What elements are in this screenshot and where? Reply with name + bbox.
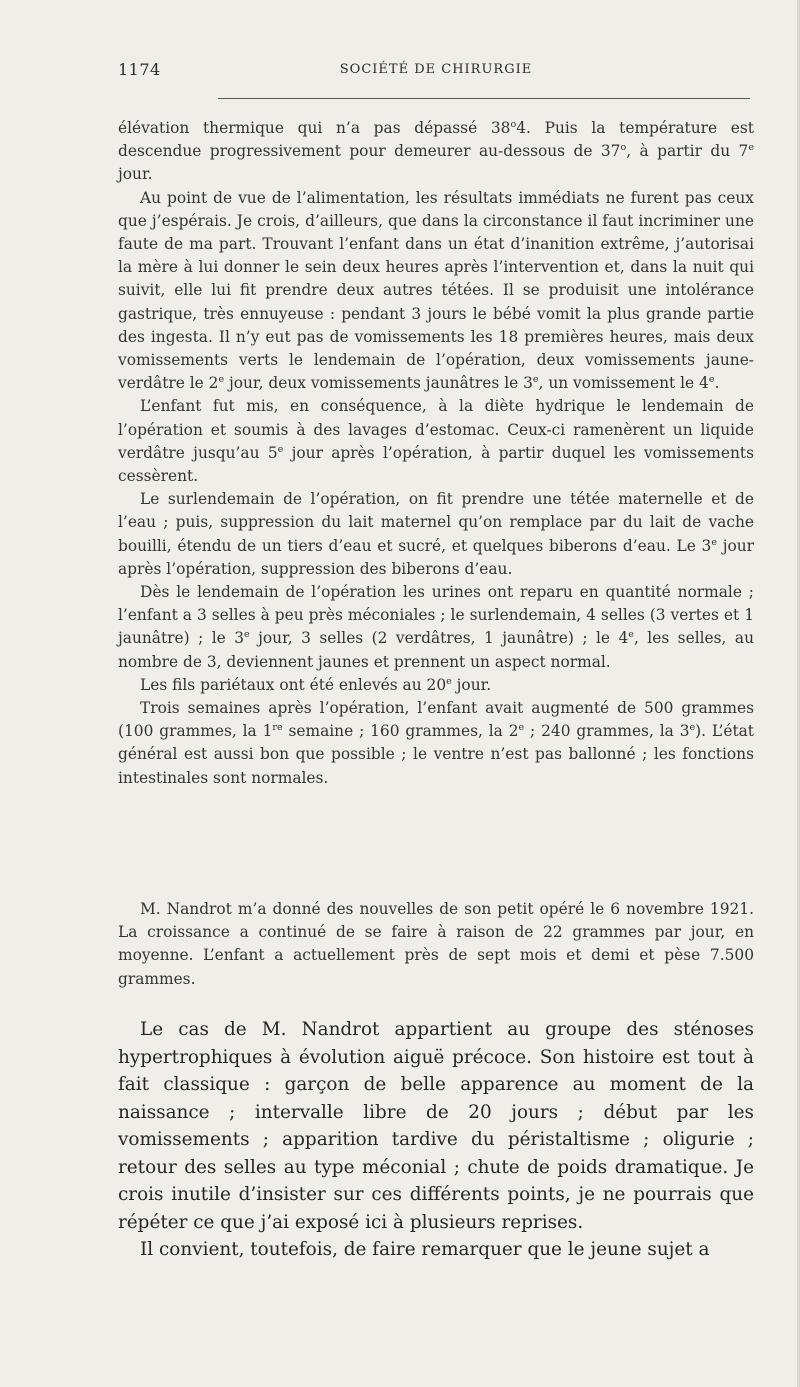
text-run: 4. Puis la température est descendue progressivement pour demeurer au-dessous de 37	[118, 119, 754, 161]
text-run: ). L’état général est aussi bon que possible ; le ventre n’est pas ballonné ; les fonctions intestinales sont normales.	[118, 722, 754, 787]
paragraph: Il convient, toutefois, de faire remarquer que le jeune sujet a	[140, 1239, 710, 1260]
superscript: re	[272, 722, 283, 734]
paragraph	[118, 488, 754, 581]
paragraph	[118, 581, 754, 674]
page-number: 1174	[118, 60, 161, 79]
superscript: e	[708, 374, 715, 386]
superscript: e	[689, 722, 696, 734]
text-run: jour.	[118, 165, 153, 184]
text-run: semaine ; 160 grammes, la 2	[282, 722, 519, 741]
superscript: e	[748, 142, 754, 154]
superscript: o	[510, 118, 517, 130]
text-run: L’enfant fut mis, en conséquence, à la diète hydrique le lendemain de l’opération et soumis à des lavages d’estomac. Ceux-ci ramenèrent un liquide verdâtre jusqu’au 5	[118, 397, 754, 462]
follow-up-note	[118, 898, 754, 991]
text-run: jour après l’opération, suppression des biberons d’eau.	[118, 536, 754, 578]
page-header	[118, 60, 754, 82]
paragraph: M. Nandrot m’a donné des nouvelles de son petit opéré le 6 novembre 1921. La croissance a continué de se faire à raison de 22 grammes par jour, en moyenne. L’enfant a actuellement près de sept mois et demi et pèse 7.500 grammes.	[118, 900, 754, 988]
header-rule	[218, 98, 750, 99]
superscript: e	[532, 374, 539, 386]
text-run: jour après l’opération, à partir duquel les vomissements cessèrent.	[118, 443, 754, 486]
text-run: , les selles, au nombre de 3, deviennent jaunes et prennent un aspect normal.	[118, 629, 754, 671]
paragraph	[118, 395, 754, 488]
text-run: Dès le lendemain de l’opération les urines ont reparu en quantité normale ; l’enfant a 3 selles à peu près méconiales ; le surlendemain, 4 selles (3 vertes et 1 jaunâtre) ; le 3	[118, 583, 754, 648]
superscript: e	[628, 629, 634, 641]
text-run: jour.	[451, 675, 492, 694]
discussion-text	[118, 1016, 754, 1264]
text-run: Le surlendemain de l’opération, on fit prendre une tétée maternelle et de l’eau ; puis, suppression du lait maternel qu’on remplace par du lait de vache bouilli, étendu de un tiers d’eau et sucré, et quelques biberons d’eau. Le 3	[118, 490, 754, 555]
text-run: jour, 3 selles (2 verdâtres, 1 jaunâtre) ; le 4	[249, 629, 629, 648]
text-run: , à partir du 7	[626, 142, 749, 161]
paragraph: Le cas de M. Nandrot appartient au groupe des sténoses hypertrophiques à évolution aiguë précoce. Son histoire est tout à fait classique : garçon de belle apparence au moment de la naissance ; intervalle libre de 20 jours ; début par les vomissements ; apparition tardive du péristaltisme ; oligurie ; retour des selles au type méconial ; chute de poids dramatique. Je crois inutile d’insister sur ces différents points, je ne pourrais que répéter ce que j’ai exposé ici à plusieurs reprises.	[118, 1019, 754, 1233]
paragraph	[118, 117, 754, 187]
running-title: SOCIÉTÉ DE CHIRURGIE	[339, 62, 533, 77]
case-report-text	[118, 117, 754, 790]
superscript: o	[620, 142, 627, 154]
superscript: e	[277, 443, 284, 455]
text-run: Les fils pariétaux ont été enlevés au 20	[140, 675, 447, 694]
superscript: e	[244, 629, 250, 641]
text-run: Trois semaines après l’opération, l’enfant avait augmenté de 500 grammes (100 grammes, la 1	[118, 699, 754, 741]
superscript: e	[446, 675, 452, 687]
text-run: , un vomissement le 4	[538, 374, 709, 393]
paragraph	[118, 187, 754, 396]
paragraph	[118, 674, 754, 697]
text-run: Au point de vue de l’alimentation, les résultats immédiats ne furent pas ceux que j’espérais. Je crois, d’ailleurs, que dans la circonstance il faut incriminer une faute de ma part. Trouvant l’enfant dans un état d’inanition extrême, j’autorisai la mère à lui donner le sein deux heures après l’intervention et, dans la nuit qui suivit, elle lui fit prendre deux autres tétées. Il se produisit une intolérance gastrique, très ennuyeuse : pendant 3 jours le bébé vomit la plus grande partie des ingesta. Il n’y eut pas de vomissements les 18 premières heures, mais deux vomissements verts le lendemain de l’opération, deux vomissements jaune-verdâtre le 2	[118, 188, 754, 393]
text-run: jour, deux vomissements jaunâtres le 3	[224, 374, 533, 393]
superscript: e	[711, 536, 717, 548]
text-run: ; 240 grammes, la 3	[524, 722, 690, 741]
paragraph	[118, 697, 754, 790]
text-run: .	[714, 374, 720, 393]
superscript: e	[218, 374, 225, 386]
superscript: e	[518, 722, 525, 734]
text-run: élévation thermique qui n’a pas dépassé 38	[118, 119, 511, 137]
